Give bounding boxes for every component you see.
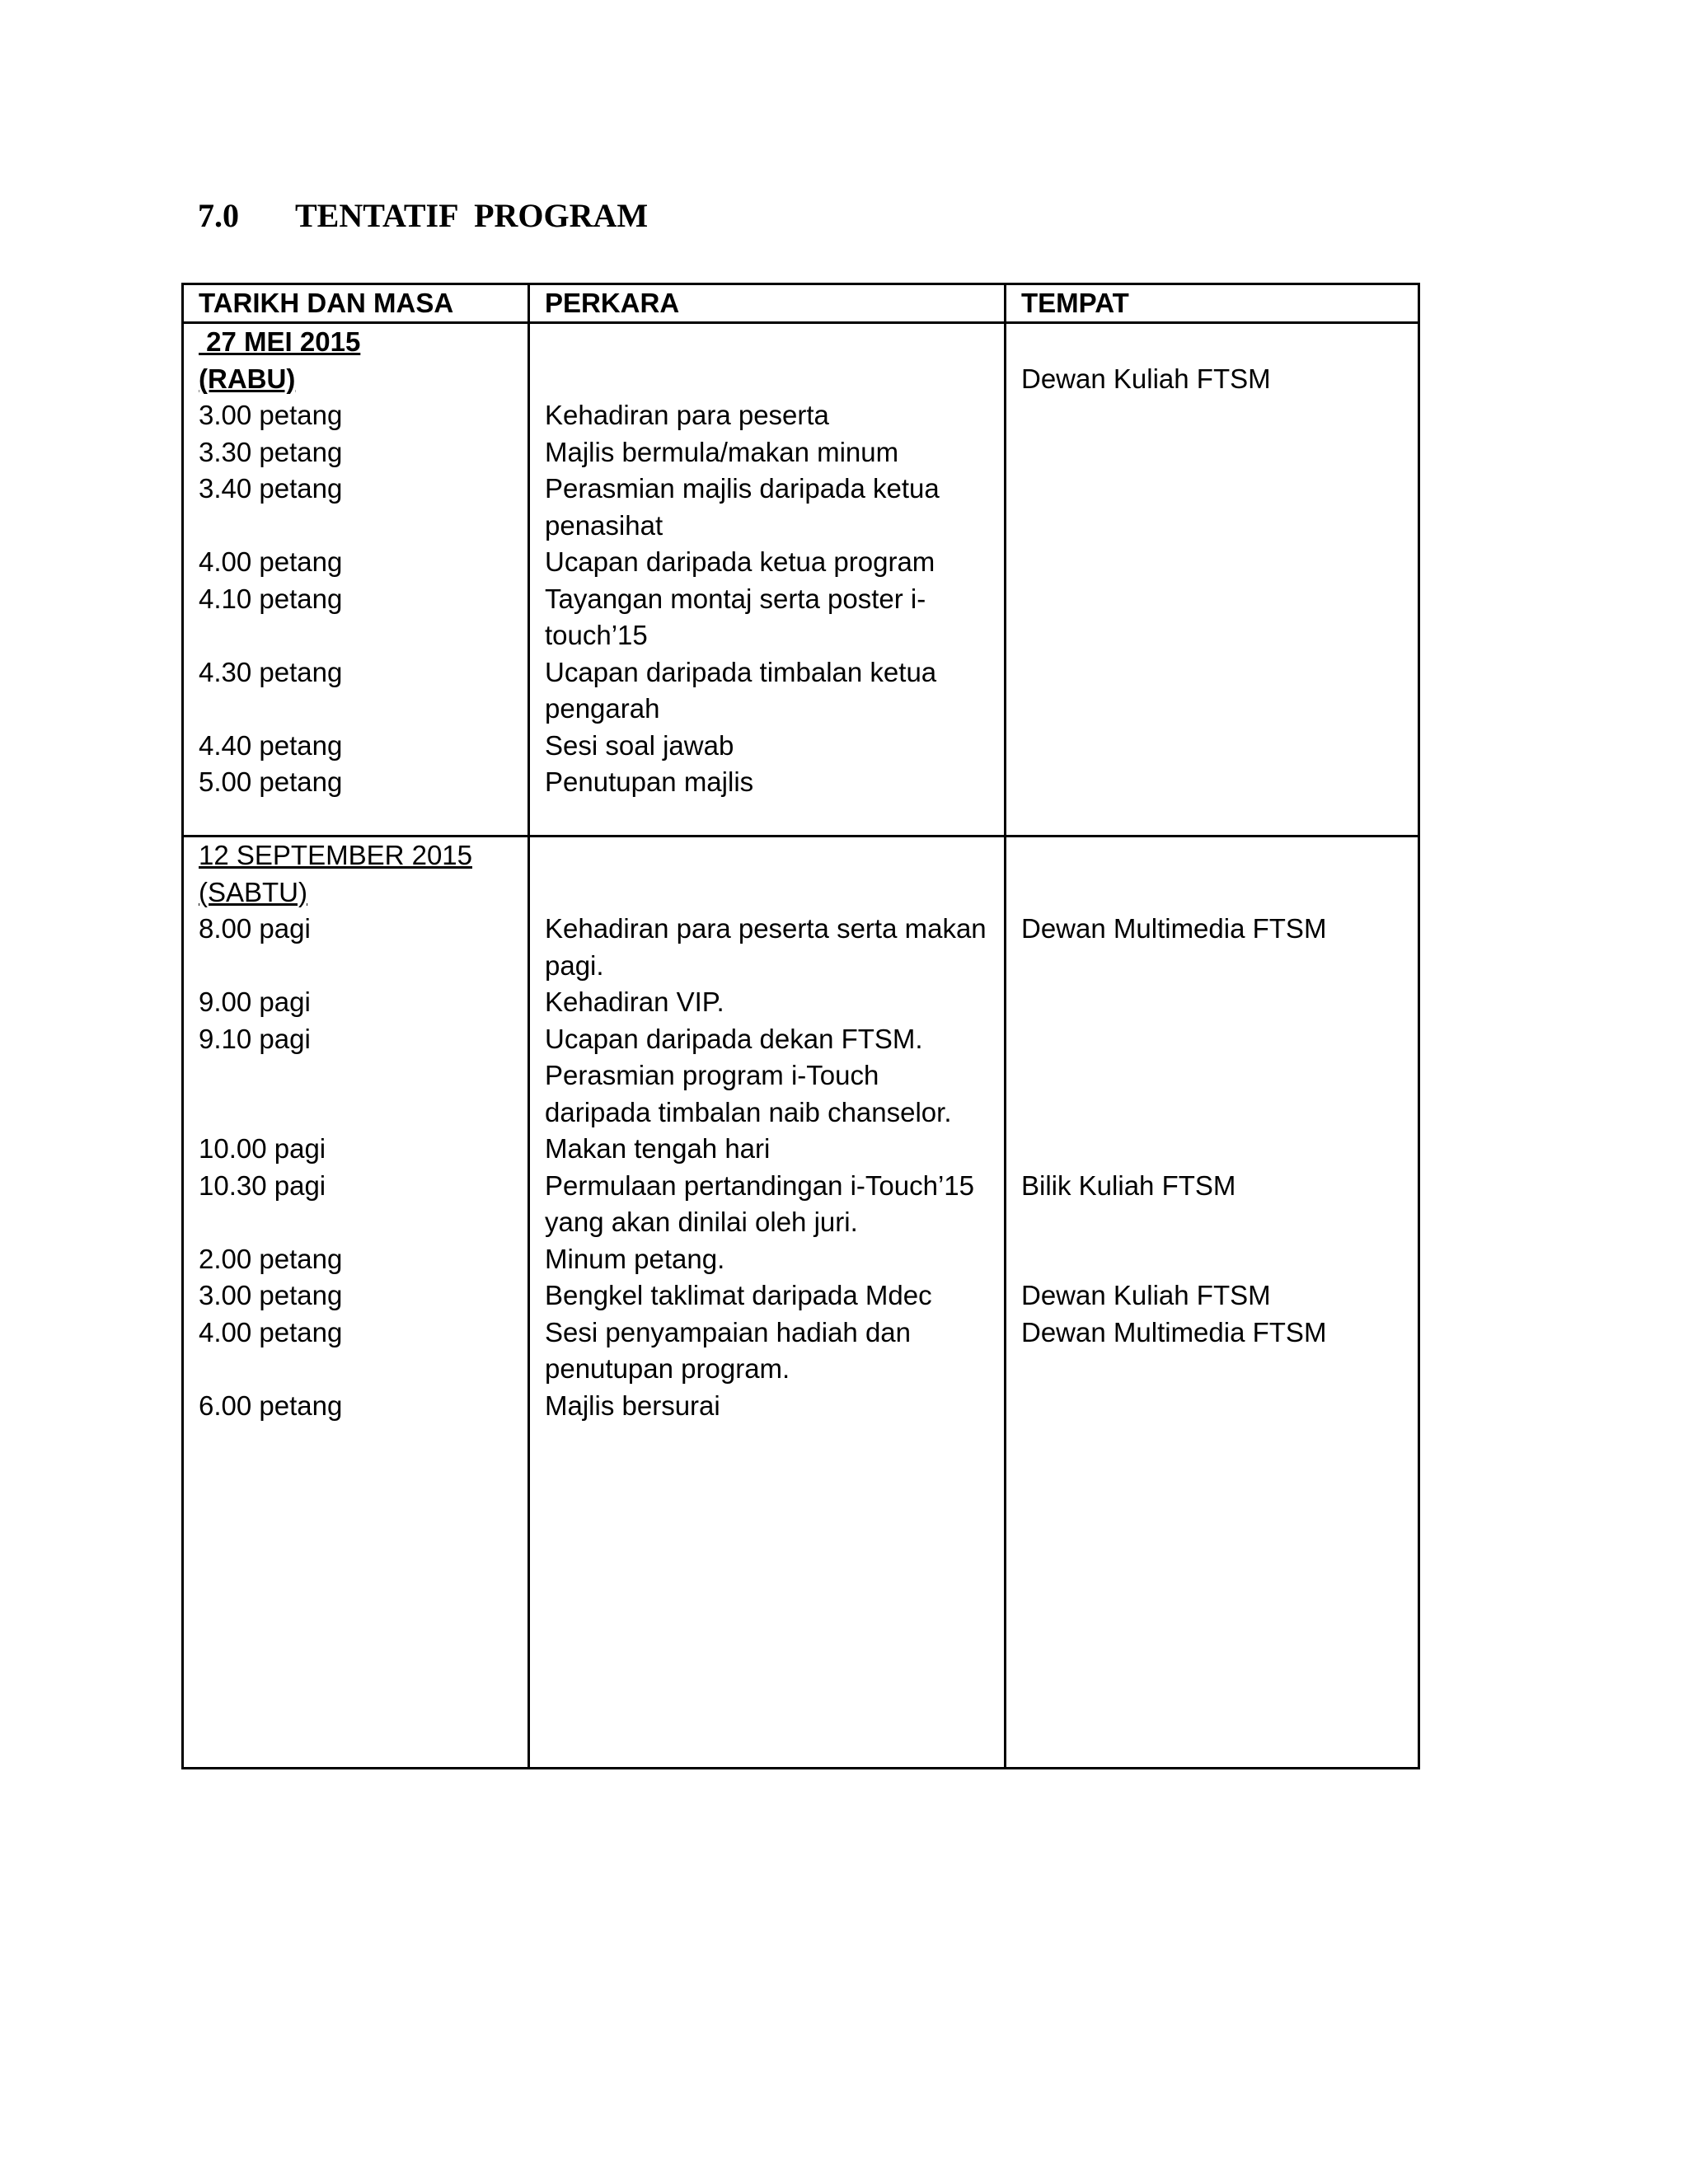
- item-line: [545, 324, 992, 361]
- day-date: 27 MEI 2015: [199, 326, 361, 357]
- item-line: Perasmian program i-Touch: [545, 1060, 879, 1090]
- place-line: [1021, 1094, 1406, 1132]
- time-line: 9.10 pagi: [199, 1023, 311, 1054]
- place-list: [1021, 837, 1406, 1351]
- header-perkara: PERKARA: [529, 284, 1006, 323]
- item-line: daripada timbalan naib chanselor.: [545, 1096, 952, 1127]
- time-line: 3.30 petang: [199, 436, 343, 467]
- item-line: [545, 874, 992, 912]
- day-row: [183, 837, 1419, 1769]
- place-line: Dewan Multimedia FTSM: [1021, 1316, 1327, 1347]
- item-line: Kehadiran para peserta: [545, 400, 829, 430]
- time-line: [199, 948, 516, 985]
- time-line: [199, 1351, 516, 1388]
- place-line: Dewan Multimedia FTSM: [1021, 913, 1327, 944]
- item-line: Kehadiran VIP.: [545, 987, 724, 1017]
- day-items-cell: [529, 837, 1006, 1769]
- time-line: 4.40 petang: [199, 729, 343, 761]
- time-list: [199, 911, 516, 1424]
- time-line: 5.00 petang: [199, 766, 343, 797]
- day-date: 12 SEPTEMBER 2015: [199, 840, 472, 870]
- item-line: pagi.: [545, 949, 604, 981]
- time-line: 3.40 petang: [199, 473, 343, 504]
- header-tempat: TEMPAT: [1006, 284, 1419, 323]
- item-line: [545, 837, 992, 874]
- time-line: 2.00 petang: [199, 1243, 343, 1274]
- day-items-cell: [529, 323, 1006, 837]
- item-line: Majlis bermula/makan minum: [545, 436, 899, 467]
- time-line: 10.30 pagi: [199, 1169, 326, 1201]
- place-line: [1021, 984, 1406, 1021]
- item-line: Bengkel taklimat daripada Mdec: [545, 1280, 932, 1310]
- place-line: [1021, 948, 1406, 985]
- item-line: Ucapan daripada dekan FTSM.: [545, 1023, 923, 1054]
- table-header-row: [183, 284, 1419, 323]
- header-tarikh-dan-masa: TARIKH DAN MASA: [183, 284, 529, 323]
- item-line: Minum petang.: [545, 1243, 725, 1274]
- time-line: [199, 1094, 516, 1132]
- place-line: [1021, 1241, 1406, 1278]
- item-line: Perasmian majlis daripada ketua: [545, 473, 940, 504]
- item-line: [545, 361, 992, 398]
- day-row: [183, 323, 1419, 837]
- time-line: 9.00 pagi: [199, 987, 311, 1017]
- item-line: touch’15: [545, 620, 648, 650]
- item-line: Kehadiran para peserta serta makan: [545, 913, 987, 944]
- item-line: pengarah: [545, 693, 660, 724]
- place-line: [1021, 874, 1406, 912]
- place-line: [1021, 1131, 1406, 1168]
- item-list: [545, 324, 992, 801]
- place-line: [1021, 1021, 1406, 1058]
- item-line: Penutupan majlis: [545, 766, 754, 797]
- time-line: 3.00 petang: [199, 1280, 343, 1310]
- item-line: penutupan program.: [545, 1353, 790, 1384]
- time-line: 10.00 pagi: [199, 1133, 326, 1164]
- day-places-cell: [1006, 323, 1419, 837]
- item-line: Sesi penyampaian hadiah dan: [545, 1316, 912, 1347]
- program-schedule-table: [181, 283, 1420, 1769]
- item-line: penasihat: [545, 509, 663, 541]
- place-line: [1021, 324, 1406, 361]
- place-line: Dewan Kuliah FTSM: [1021, 363, 1271, 394]
- item-line: Permulaan pertandingan i-Touch’15: [545, 1169, 975, 1201]
- day-places-cell: [1006, 837, 1419, 1769]
- time-line: 4.00 petang: [199, 1316, 343, 1347]
- time-line: 4.30 petang: [199, 656, 343, 687]
- place-line: [1021, 1057, 1406, 1094]
- item-line: Ucapan daripada ketua program: [545, 546, 935, 577]
- item-line: Makan tengah hari: [545, 1133, 771, 1164]
- time-line: 4.00 petang: [199, 546, 343, 577]
- day-times-cell: [183, 323, 529, 837]
- place-line: [1021, 837, 1406, 874]
- item-line: Ucapan daripada timbalan ketua: [545, 656, 937, 687]
- section-number: 7.0: [198, 197, 239, 234]
- item-line: Tayangan montaj serta poster i-: [545, 583, 926, 614]
- time-line: [199, 1204, 516, 1241]
- time-line: 8.00 pagi: [199, 913, 311, 944]
- place-line: [1021, 1204, 1406, 1241]
- place-line: Bilik Kuliah FTSM: [1021, 1169, 1236, 1201]
- time-line: [199, 508, 516, 545]
- time-line: [199, 691, 516, 728]
- item-list: [545, 837, 992, 1424]
- section-title: TENTATIF PROGRAM: [295, 197, 649, 234]
- time-line: [199, 617, 516, 654]
- time-line: 6.00 petang: [199, 1390, 343, 1421]
- time-line: 3.00 petang: [199, 400, 343, 430]
- item-line: Majlis bersurai: [545, 1390, 720, 1421]
- item-line: Sesi soal jawab: [545, 729, 734, 761]
- item-line: yang akan dinilai oleh juri.: [545, 1207, 858, 1237]
- day-weekday: (RABU): [199, 363, 296, 394]
- time-line: [199, 1057, 516, 1094]
- time-line: 4.10 petang: [199, 583, 343, 614]
- place-list: [1021, 324, 1406, 397]
- day-weekday: (SABTU): [199, 876, 307, 907]
- place-line: Dewan Kuliah FTSM: [1021, 1280, 1271, 1310]
- day-times-cell: [183, 837, 529, 1769]
- section-heading: [198, 196, 648, 236]
- time-list: [199, 397, 516, 801]
